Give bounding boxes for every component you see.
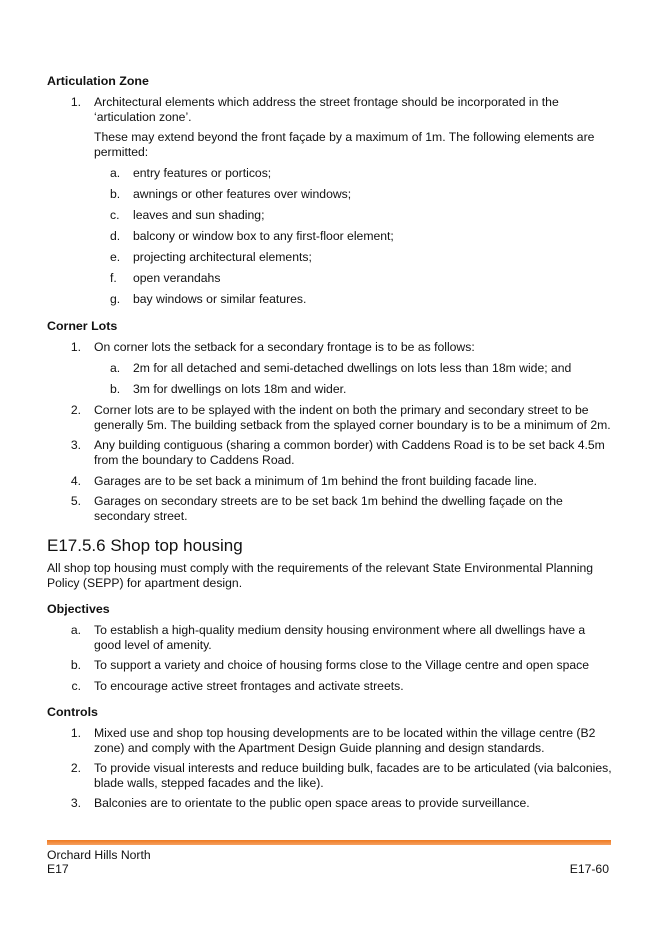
controls-heading: Controls xyxy=(47,705,98,719)
list-text: balcony or window box to any first-floor element; xyxy=(133,229,394,243)
list-text: To establish a high-quality medium density housing environment where all dwellings have a good level of amenity. xyxy=(94,623,586,652)
list-number: 5. xyxy=(70,494,81,508)
list-label: a. xyxy=(110,361,121,375)
list-number: 2. xyxy=(70,761,81,775)
section-intro: All shop top housing must comply with the requirements of the relevant State Environmental Planning Policy (SEPP) for apartment design. xyxy=(47,561,594,590)
list-label: b. xyxy=(110,187,121,201)
list-text: On corner lots the setback for a secondary frontage is to be as follows: xyxy=(94,340,475,354)
list-text: open verandahs xyxy=(133,271,221,285)
list-number: 4. xyxy=(70,474,81,488)
page-number: E17-60 xyxy=(569,862,609,876)
list-text: To encourage active street frontages and activate streets. xyxy=(94,679,404,693)
list-text: bay windows or similar features. xyxy=(133,292,307,306)
objectives-heading: Objectives xyxy=(47,602,110,616)
list-label: a. xyxy=(70,623,81,637)
corner-lots-heading: Corner Lots xyxy=(47,319,118,333)
section-heading: E17.5.6 Shop top housing xyxy=(47,536,243,555)
list-label: c. xyxy=(71,679,81,693)
footer-rule xyxy=(47,840,611,845)
list-label: c. xyxy=(110,208,120,222)
list-number: 2. xyxy=(70,403,81,417)
articulation-paragraph: These may extend beyond the front façade by a maximum of 1m. The following elements are permitted: xyxy=(94,130,595,159)
list-number: 1. xyxy=(70,340,81,354)
list-text: Any building contiguous (sharing a common border) with Caddens Road is to be set back 4.5m from the boundary to Caddens Road. xyxy=(94,438,605,467)
list-text: To support a variety and choice of housing forms close to the Village centre and open space xyxy=(94,658,590,672)
list-text: 2m for all detached and semi-detached dwellings on lots less than 18m wide; and xyxy=(133,361,572,375)
list-text: entry features or porticos; xyxy=(133,166,272,180)
list-text: Balconies are to orientate to the public open space areas to provide surveillance. xyxy=(94,796,530,810)
list-text: projecting architectural elements; xyxy=(133,250,312,264)
list-text: Mixed use and shop top housing developments are to be located within the village centre (B2 zone) and comply with the Apartment Design Guide planning and design standards. xyxy=(94,726,596,755)
list-text: Corner lots are to be splayed with the indent on both the primary and secondary street to be generally 5m. The building setback from the splayed corner boundary is to be a minimum of 2m. xyxy=(94,403,611,432)
list-label: g. xyxy=(110,292,121,306)
list-text: Garages on secondary streets are to be set back 1m behind the dwelling façade on the secondary street. xyxy=(94,494,563,523)
list-number: 1. xyxy=(70,726,81,740)
articulation-zone-heading: Articulation Zone xyxy=(47,74,149,88)
list-number: 1. xyxy=(70,95,81,109)
footer-section: E17 xyxy=(47,862,69,876)
list-text: To provide visual interests and reduce building bulk, facades are to be articulated (via balconies, blade walls, stepped facades and the like). xyxy=(94,761,612,790)
list-label: d. xyxy=(110,229,121,243)
list-label: b. xyxy=(70,658,81,672)
footer-title: Orchard Hills North xyxy=(47,848,151,862)
list-label: f. xyxy=(110,271,117,285)
list-number: 3. xyxy=(70,438,81,452)
list-label: a. xyxy=(110,166,121,180)
list-text: awnings or other features over windows; xyxy=(133,187,352,201)
list-label: e. xyxy=(110,250,121,264)
list-number: 3. xyxy=(70,796,81,810)
list-text: 3m for dwellings on lots 18m and wider. xyxy=(133,382,347,396)
list-text: Architectural elements which address the street frontage should be incorporated in the ‘articulation zone’. xyxy=(94,95,559,124)
list-text: Garages are to be set back a minimum of 1m behind the front building facade line. xyxy=(94,474,538,488)
list-text: leaves and sun shading; xyxy=(133,208,265,222)
list-label: b. xyxy=(110,382,121,396)
